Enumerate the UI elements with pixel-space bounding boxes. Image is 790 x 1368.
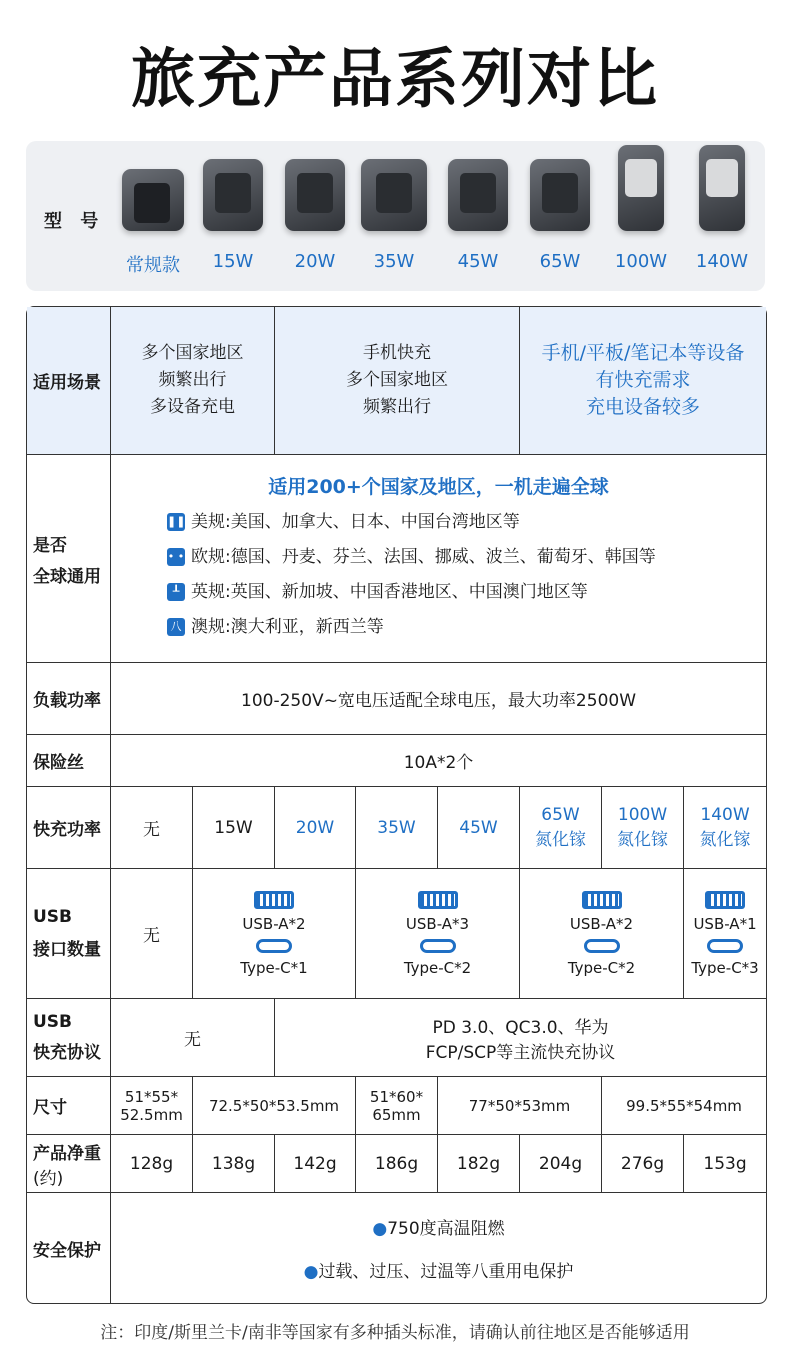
usb-c-icon	[584, 939, 620, 953]
weight-value: 186g	[356, 1135, 438, 1193]
global-cell	[111, 455, 766, 663]
row-header: USB 接口数量	[27, 869, 111, 999]
model-label: 型 号	[44, 211, 105, 232]
scenario-col3: 手机/平板/笔记本等设备 有快充需求 充电设备较多	[520, 307, 766, 455]
product-label: 15W	[212, 251, 254, 272]
product-label: 140W	[695, 251, 749, 272]
usb-c-icon	[420, 939, 456, 953]
row-power	[27, 663, 766, 735]
weight-value: 182g	[438, 1135, 520, 1193]
row-header: 保险丝	[27, 735, 111, 787]
product-label: 20W	[294, 251, 336, 272]
plug-eu-icon: • •	[167, 548, 185, 566]
safety-value: ●750度高温阻燃 ●过载、过压、过温等八重用电保护	[303, 1219, 574, 1282]
usb-c-icon	[256, 939, 292, 953]
weight-value: 138g	[193, 1135, 275, 1193]
usb-group: USB-A*2 Type-C*1	[193, 869, 356, 999]
usb-group: USB-A*2 Type-C*2	[520, 869, 684, 999]
row-header: 负载功率	[27, 663, 111, 735]
row-header: USB 快充协议	[27, 999, 111, 1077]
row-header: 适用场景	[27, 307, 111, 455]
size-value: 99.5*55*54mm	[602, 1077, 766, 1135]
weight-value: 204g	[520, 1135, 602, 1193]
product-35w	[359, 159, 429, 272]
row-protocol	[27, 999, 766, 1077]
row-size	[27, 1077, 766, 1135]
row-header: 产品净重 (约)	[27, 1135, 111, 1193]
comparison-table	[26, 306, 767, 1304]
fast-value: 15W	[193, 787, 275, 869]
fast-value: 20W	[275, 787, 356, 869]
fast-value-gan: 140W 氮化镓	[684, 787, 766, 869]
row-weight	[27, 1135, 766, 1193]
row-fast-charge	[27, 787, 766, 869]
page-title: 旅充产品系列对比	[131, 43, 659, 117]
product-45w	[443, 159, 513, 272]
row-fuse	[27, 735, 766, 787]
weight-value: 128g	[111, 1135, 193, 1193]
weight-value: 153g	[684, 1135, 766, 1193]
charger-image	[448, 159, 508, 231]
plug-us-icon: ❚❚	[167, 513, 185, 531]
plug-uk-icon: ┸	[167, 583, 185, 601]
scenario-col2: 手机快充 多个国家地区 频繁出行	[275, 307, 520, 455]
row-header: 是否 全球通用	[27, 455, 111, 663]
row-global	[27, 455, 766, 663]
row-usb	[27, 869, 766, 999]
product-label: 65W	[539, 251, 581, 272]
usb-group: USB-A*3 Type-C*2	[356, 869, 520, 999]
product-100w	[606, 159, 676, 272]
usb-a-icon	[418, 891, 458, 909]
global-headline: 适用200+个国家及地区，一机走遍全球	[268, 476, 609, 498]
product-label: 常规款	[126, 255, 180, 276]
plug-au: 八 澳规:澳大利亚，新西兰等	[111, 610, 766, 645]
product-65w	[525, 159, 595, 272]
protocol-none: 无	[111, 999, 275, 1077]
product-label: 35W	[373, 251, 415, 272]
charger-image	[530, 159, 590, 231]
weight-value: 142g	[275, 1135, 356, 1193]
product-140w	[687, 159, 757, 272]
row-scenario	[27, 307, 766, 455]
charger-image	[203, 159, 263, 231]
weight-value: 276g	[602, 1135, 684, 1193]
size-value: 77*50*53mm	[438, 1077, 602, 1135]
charger-image	[361, 159, 427, 231]
footnote: 注：印度/斯里兰卡/南非等国家有多种插头标准，请确认前往地区是否能够适用	[100, 1323, 690, 1343]
usb-group: USB-A*1 Type-C*3	[684, 869, 766, 999]
fast-value-gan: 100W 氮化镓	[602, 787, 684, 869]
scenario-col1: 多个国家地区 频繁出行 多设备充电	[111, 307, 275, 455]
usb-c-icon	[707, 939, 743, 953]
protocol-value: PD 3.0、QC3.0、华为 FCP/SCP等主流快充协议	[275, 999, 766, 1077]
usb-a-icon	[254, 891, 294, 909]
fuse-value: 10A*2个	[111, 735, 766, 787]
fast-value: 45W	[438, 787, 520, 869]
fast-value: 35W	[356, 787, 438, 869]
charger-image	[285, 159, 345, 231]
fast-value: 无	[111, 787, 193, 869]
size-value: 51*55* 52.5mm	[111, 1077, 193, 1135]
plug-au-icon: 八	[167, 618, 185, 636]
product-label: 45W	[457, 251, 499, 272]
row-header: 尺寸	[27, 1077, 111, 1135]
model-panel	[26, 141, 765, 291]
plug-uk: ┸ 英规:英国、新加坡、中国香港地区、中国澳门地区等	[111, 575, 766, 610]
product-15w	[198, 159, 268, 272]
size-value: 72.5*50*53.5mm	[193, 1077, 356, 1135]
row-safety	[27, 1193, 766, 1303]
plug-us: ❚❚ 美规:美国、加拿大、日本、中国台湾地区等	[167, 512, 520, 532]
product-label: 100W	[614, 251, 668, 272]
usb-a-icon	[582, 891, 622, 909]
product-20w	[280, 159, 350, 272]
fast-value-gan: 65W 氮化镓	[520, 787, 602, 869]
charger-image	[122, 169, 184, 231]
usb-none: 无	[111, 869, 193, 999]
power-value: 100-250V~宽电压适配全球电压，最大功率2500W	[111, 663, 766, 735]
plug-eu: • • 欧规:德国、丹麦、芬兰、法国、挪威、波兰、葡萄牙、韩国等	[167, 547, 656, 567]
charger-image	[699, 145, 745, 231]
product-standard	[118, 159, 188, 277]
charger-image	[618, 145, 664, 231]
usb-a-icon	[705, 891, 745, 909]
row-header: 快充功率	[27, 787, 111, 869]
row-header: 安全保护	[27, 1193, 111, 1303]
size-value: 51*60* 65mm	[356, 1077, 438, 1135]
